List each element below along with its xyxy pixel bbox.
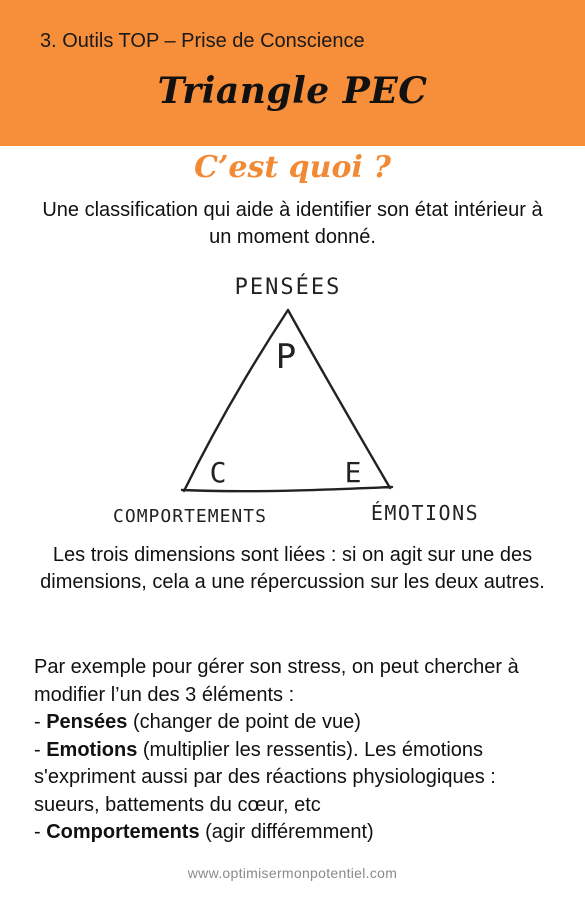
left-letter: C	[209, 456, 227, 489]
term-pensees: Pensées	[46, 711, 128, 733]
header-banner	[0, 0, 585, 146]
example-block	[34, 654, 564, 847]
section-label: 3. Outils TOP – Prise de Conscience	[40, 30, 365, 52]
right-letter: E	[344, 456, 362, 489]
term-emotions: Emotions	[46, 738, 138, 761]
pec-triangle-diagram	[90, 258, 500, 538]
term-comportements: Comportements	[46, 821, 200, 843]
top-label: PENSÉES	[234, 275, 342, 300]
example-item-comportements: - Comportements (agir différemment)	[34, 821, 374, 843]
example-item-pensees: - Pensées (changer de point de vue)	[34, 711, 361, 733]
left-label: COMPORTEMENTS	[113, 506, 267, 527]
right-label: ÉMOTIONS	[370, 501, 480, 525]
relation-text: Les trois dimensions sont liées : si on agit sur une des dimensions, cela a une répercussion sur les deux autres.	[40, 544, 545, 593]
intro-text: Une classification qui aide à identifier son état intérieur à un moment donné.	[42, 199, 543, 248]
top-letter: P	[275, 337, 297, 377]
subtitle: C’est quoi ?	[194, 150, 391, 185]
card-title: Triangle PEC	[157, 70, 428, 112]
example-item-emotions: - Emotions (multiplier les ressentis). Les émotions s'expriment aussi par des réactions physiologiques : sueurs, battements du cœur, etc	[34, 738, 496, 816]
footer-url: www.optimisermonpotentiel.com	[187, 865, 398, 881]
example-intro: Par exemple pour gérer son stress, on peut chercher à modifier l’un des 3 éléments :	[34, 656, 519, 706]
